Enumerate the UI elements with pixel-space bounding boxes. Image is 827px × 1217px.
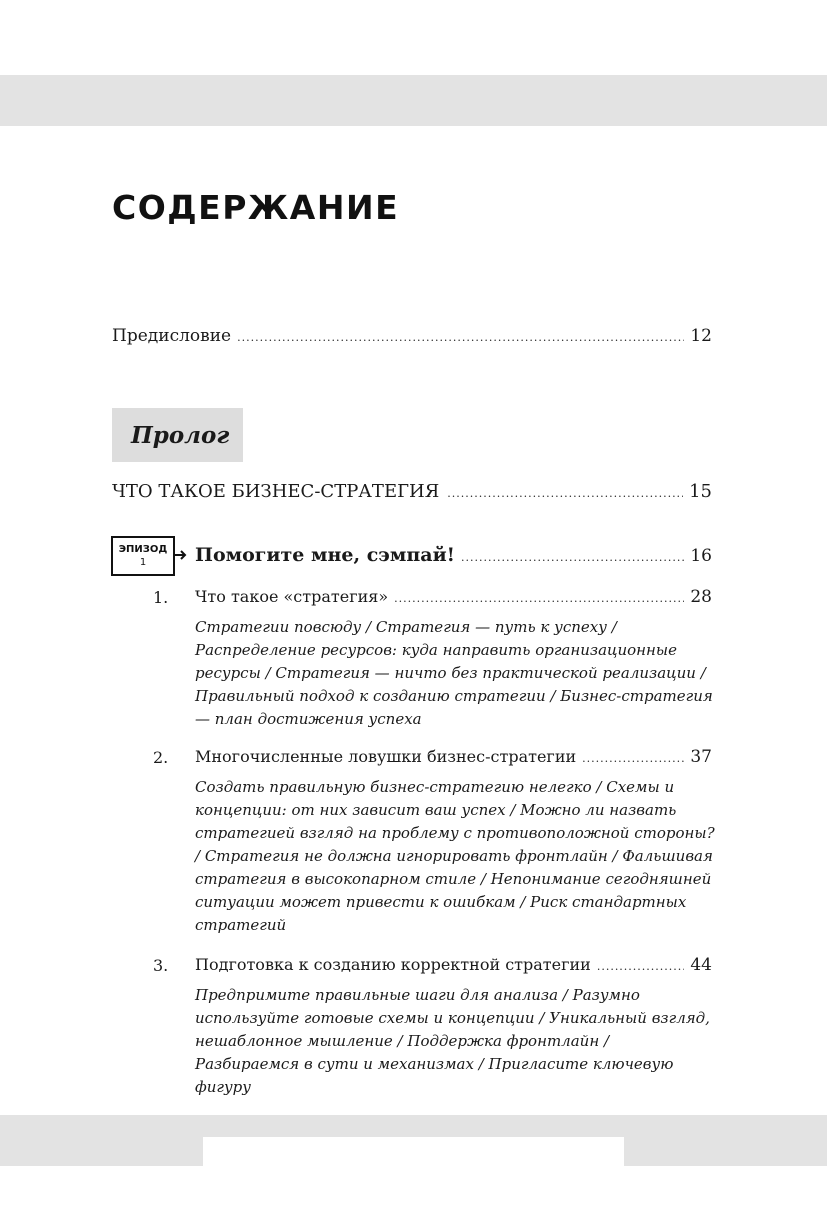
toc-entry-label: Многочисленные ловушки бизнес-стратегии <box>195 747 577 766</box>
chapter-number: 1. <box>153 588 169 607</box>
prologue-heading <box>112 408 243 462</box>
toc-entry-label: Предисловие <box>112 326 232 346</box>
toc-page-number: 44 <box>690 955 712 975</box>
arrow-right-icon <box>175 548 189 562</box>
toc-page-number: 15 <box>689 481 712 502</box>
toc-entry-chapter[interactable] <box>195 955 712 975</box>
episode-badge <box>111 536 175 576</box>
toc-page-number: 12 <box>690 326 712 346</box>
toc-page-number: 37 <box>690 747 712 767</box>
toc-entry-section[interactable] <box>112 481 712 502</box>
header-band <box>0 75 827 126</box>
toc-entry-label: ЧТО ТАКОЕ БИЗНЕС-СТРАТЕГИЯ <box>112 481 440 502</box>
toc-entry-preface[interactable] <box>112 326 712 346</box>
chapter-number: 3. <box>153 956 169 975</box>
chapter-description: Предпримите правильные шаги для анализа / Разумно используйте готовые схемы и концепции / Уникальный взгляд, нешаблонное мышление / Поддержка фронтлайн / Разбираемся в сути и механизмах / Пригласите ключевую фигуру <box>195 986 710 1096</box>
toc-entry-chapter[interactable] <box>195 587 712 607</box>
page-title: СОДЕРЖАНИЕ <box>112 188 400 227</box>
toc-entry-episode[interactable] <box>195 544 712 566</box>
chapter-description: Создать правильную бизнес-стратегию нелегко / Схемы и концепции: от них зависит ваш успех / Можно ли назвать стратегией взгляд на проблему с противоположной стороны? / Стратегия не должна игнорировать фронтлайн / Фальшивая стратегия в высокопарном стиле / Непонимание сегодняшней ситуации может привести к ошибкам / Риск стандартных стратегий <box>195 778 715 934</box>
dot-leader <box>394 592 684 605</box>
footer-notch <box>203 1137 624 1166</box>
chapter-number: 2. <box>153 748 169 767</box>
dot-leader <box>237 331 684 344</box>
toc-page-number: 28 <box>690 587 712 607</box>
dot-leader <box>447 487 683 500</box>
dot-leader <box>461 551 684 564</box>
episode-badge-number: 1 <box>139 557 147 568</box>
dot-leader <box>582 752 684 765</box>
episode-badge-word: ЭПИЗОД <box>118 544 168 555</box>
prologue-label: Пролог <box>131 421 230 449</box>
chapter-description: Стратегии повсюду / Стратегия — путь к успеху / Распределение ресурсов: куда направить организационные ресурсы / Стратегия — ничто без практической реализации / Правильный подход к созданию стратегии / Бизнес-стратегия — план достижения успеха <box>195 618 713 728</box>
dot-leader <box>597 960 685 973</box>
toc-page-number: 16 <box>690 546 712 566</box>
toc-entry-label: Подготовка к созданию корректной стратегии <box>195 955 591 974</box>
toc-entry-label: Помогите мне, сэмпай! <box>195 544 456 566</box>
toc-entry-label: Что такое «стратегия» <box>195 587 389 606</box>
toc-entry-chapter[interactable] <box>195 747 712 767</box>
